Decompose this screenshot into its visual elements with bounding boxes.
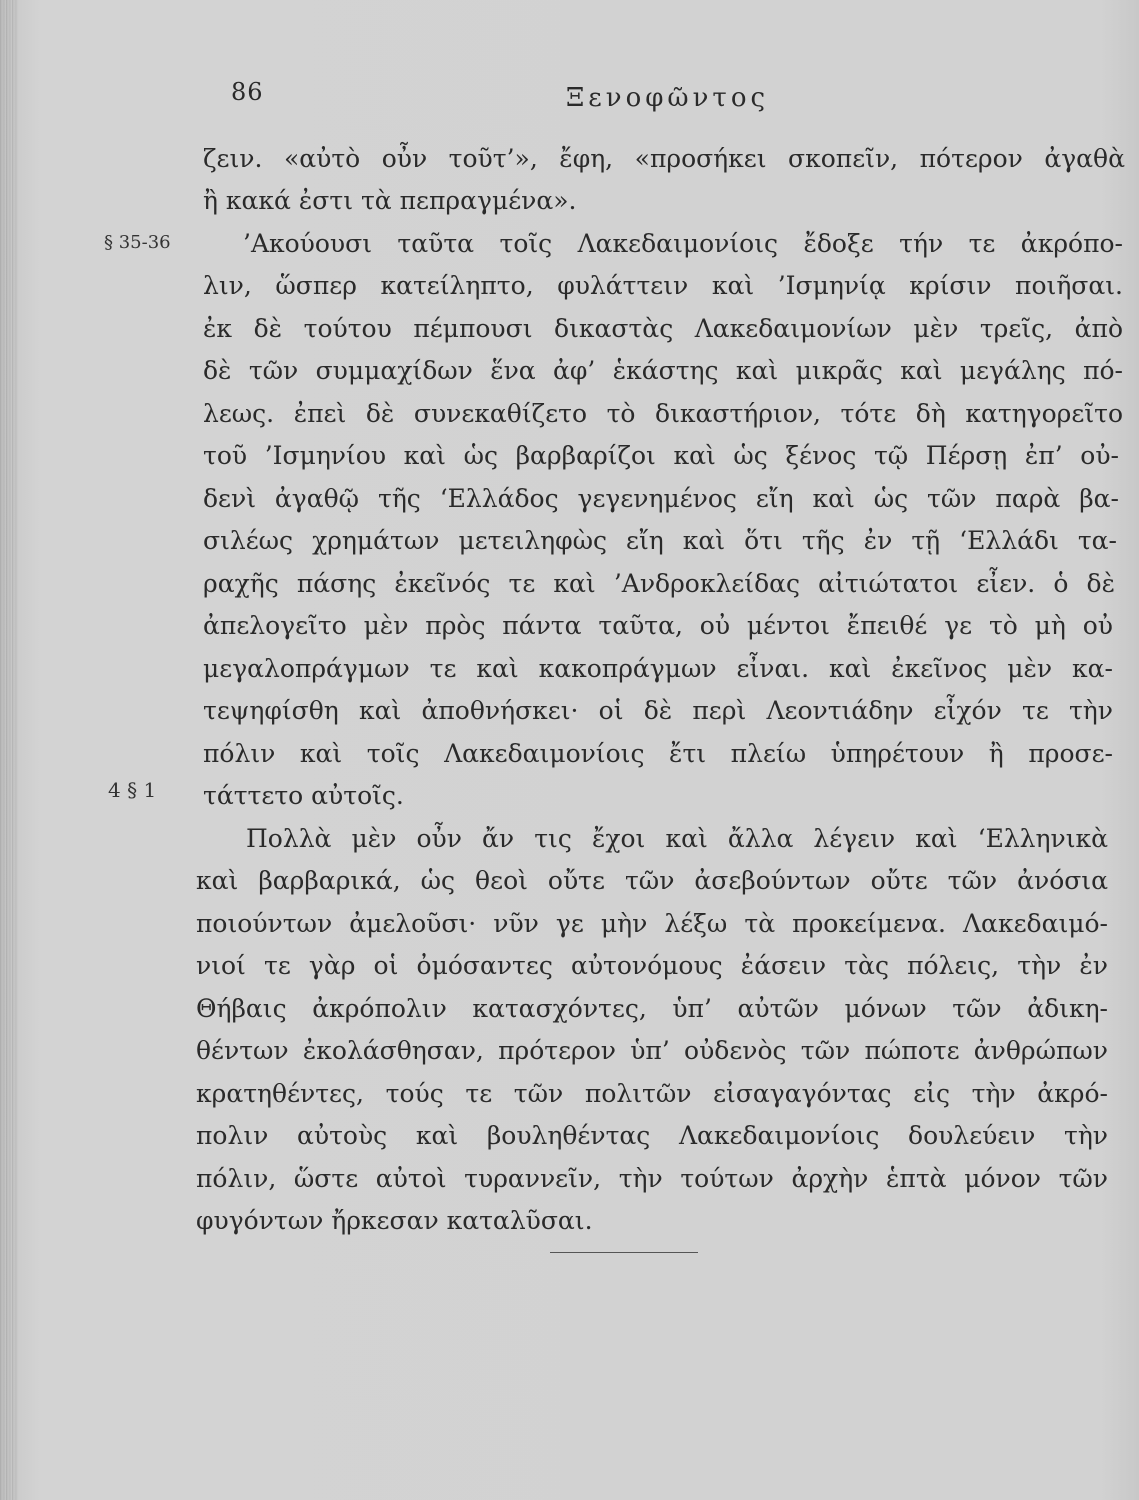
text-line: λιν, ὥσπερ κατείληπτο, φυλάττειν καὶ ’Ισμηνίᾳ κρίσιν ποιῆσαι. [203,271,1123,300]
text-line: ἢ κακά ἐστι τὰ πεπραγμένα». [203,186,577,215]
text-line: Θήβαις ἀκρόπολιν κατασχόντες, ὑπ’ αὐτῶν μόνων τῶν ἀδικη- [196,994,1108,1023]
text-line: ποιούντων ἀμελοῦσι· νῦν γε μὴν λέξω τὰ προκείμενα. Λακεδαιμό- [196,909,1108,938]
text-line: τεψηφίσθη καὶ ἀποθνήσκει· οἱ δὲ περὶ Λεοντιάδην εἶχόν τε τὴν [203,696,1113,725]
text-line: ’Ακούουσι ταῦτα τοῖς Λακεδαιμονίοις ἔδοξε τήν τε ἀκρόπο- [243,229,1123,258]
section-ref-4-1: 4 § 1 [108,778,157,802]
text-line: ζειν. «αὐτὸ οὖν τοῦτ’», ἔφη, «προσήκει σκοπεῖν, πότερον ἀγαθὰ [203,144,1125,173]
text-line: λεως. ἐπεὶ δὲ συνεκαθίζετο τὸ δικαστήριον, τότε δὴ κατηγορεῖτο [203,399,1123,428]
page-number: 86 [231,78,264,106]
text-line: τάττετο αὐτοῖς. [203,781,404,810]
text-line: νιοί τε γὰρ οἱ ὀμόσαντες αὐτονόμους ἐάσειν τὰς πόλεις, τὴν ἐν [196,951,1108,980]
text-line: ραχῆς πάσης ἐκεῖνός τε καὶ ’Ανδροκλείδας αἰτιώτατοι εἶεν. ὁ δὲ [203,569,1115,598]
text-line: μεγαλοπράγμων τε καὶ κακοπράγμων εἶναι. καὶ ἐκεῖνος μὲν κα- [203,654,1113,683]
text-line: δὲ τῶν συμμαχίδων ἕνα ἀφ’ ἑκάστης καὶ μικρᾶς καὶ μεγάλης πό- [203,356,1123,385]
text-line: τοῦ ’Ισμηνίου καὶ ὡς βαρβαρίζοι καὶ ὡς ξένος τῷ Πέρσῃ ἐπ’ οὐ- [203,441,1119,470]
text-line: φυγόντων ἤρκεσαν καταλῦσαι. [196,1206,593,1235]
text-line: θέντων ἐκολάσθησαν, πρότερον ὑπ’ οὐδενὸς τῶν πώποτε ἀνθρώπων [196,1036,1108,1065]
text-line: ἀπελογεῖτο μὲν πρὸς πάντα ταῦτα, οὐ μέντοι ἔπειθέ γε τὸ μὴ οὐ [203,611,1113,640]
text-line: δενὶ ἀγαθῷ τῆς ‘Ελλάδος γεγενημένος εἴη καὶ ὡς τῶν παρὰ βα- [203,484,1119,513]
text-line: σιλέως χρημάτων μετειληφὼς εἴη καὶ ὅτι τῆς ἐν τῇ ‘Ελλάδι τα- [203,526,1117,555]
end-rule [550,1252,698,1253]
binding-edge [0,0,18,1500]
text-line: Πολλὰ μὲν οὖν ἄν τις ἔχοι καὶ ἄλλα λέγειν καὶ ‘Ελληνικὰ [246,824,1108,853]
text-line: κρατηθέντες, τούς τε τῶν πολιτῶν εἰσαγαγόντας εἰς τὴν ἀκρό- [196,1079,1108,1108]
text-line: πολιν αὐτοὺς καὶ βουληθέντας Λακεδαιμονίοις δουλεύειν τὴν [196,1121,1108,1150]
text-line: καὶ βαρβαρικά, ὡς θεοὶ οὔτε τῶν ἀσεβούντων οὔτε τῶν ἀνόσια [196,866,1108,895]
text-line: πόλιν καὶ τοῖς Λακεδαιμονίοις ἔτι πλείω ὑπηρέτουν ἢ προσε- [203,739,1113,768]
section-ref-35-36: § 35-36 [104,232,171,253]
text-line: πόλιν, ὥστε αὐτοὶ τυραννεῖν, τὴν τούτων ἀρχὴν ἑπτὰ μόνον τῶν [196,1164,1108,1193]
running-title: Ξενοφῶντος [566,83,770,113]
text-line: ἐκ δὲ τούτου πέμπουσι δικαστὰς Λακεδαιμονίων μὲν τρεῖς, ἀπὸ [203,314,1123,343]
